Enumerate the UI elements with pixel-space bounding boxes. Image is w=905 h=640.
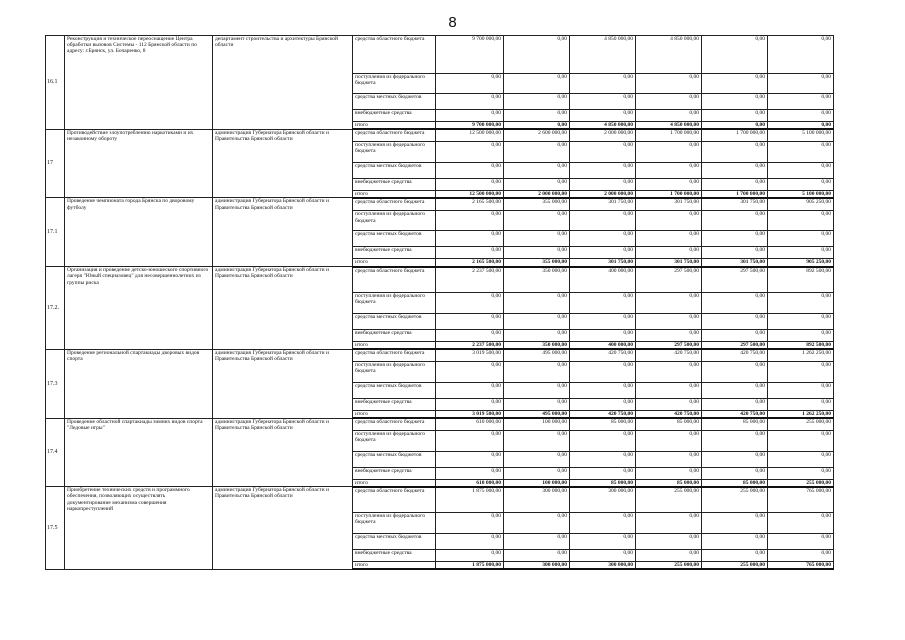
funding-source: внебюджетные средства bbox=[353, 110, 436, 122]
amount-cell: 0,00 bbox=[570, 141, 636, 162]
amount-cell: 355 000,00 bbox=[504, 259, 570, 267]
amount-cell: 610 000,00 bbox=[436, 418, 504, 430]
amount-cell: 0,00 bbox=[504, 398, 570, 410]
funding-source: поступления из федерального бюджета bbox=[353, 211, 436, 231]
amount-cell: 85 000,00 bbox=[702, 479, 768, 487]
amount-cell: 0,00 bbox=[436, 467, 504, 479]
amount-cell: 0,00 bbox=[636, 162, 702, 178]
amount-cell: 0,00 bbox=[702, 314, 768, 330]
amount-cell: 0,00 bbox=[436, 513, 504, 534]
amount-cell: 0,00 bbox=[768, 451, 834, 467]
amount-cell: 0,00 bbox=[504, 382, 570, 398]
amount-cell: 0,00 bbox=[636, 330, 702, 342]
amount-cell: 2 000 000,00 bbox=[504, 190, 570, 198]
amount-cell: 400 000,00 bbox=[570, 342, 636, 350]
funding-source: средства областного бюджета bbox=[353, 129, 436, 141]
amount-cell: 350 000,00 bbox=[504, 267, 570, 293]
amount-cell: 0,00 bbox=[436, 141, 504, 162]
amount-cell: 0,00 bbox=[702, 451, 768, 467]
amount-cell: 0,00 bbox=[504, 247, 570, 259]
measure-name: Противодействие злоупотреблению наркотиками и их незаконному обороту bbox=[65, 129, 213, 198]
amount-cell: 9 700 000,00 bbox=[436, 122, 504, 130]
amount-cell: 2 165 500,00 bbox=[436, 259, 504, 267]
amount-cell: 255 000,00 bbox=[702, 487, 768, 513]
amount-cell: 301 750,00 bbox=[636, 198, 702, 211]
amount-cell: 0,00 bbox=[636, 430, 702, 451]
amount-cell: 0,00 bbox=[504, 293, 570, 314]
amount-cell: 1 262 250,00 bbox=[768, 349, 834, 361]
measure-name: Проведение областной спартакиады зимних видов спорта "Ледовые игры" bbox=[65, 418, 213, 487]
amount-cell: 420 750,00 bbox=[702, 410, 768, 418]
amount-cell: 0,00 bbox=[768, 122, 834, 130]
amount-cell: 0,00 bbox=[504, 550, 570, 562]
amount-cell: 0,00 bbox=[768, 314, 834, 330]
funding-source: средства местных бюджетов bbox=[353, 382, 436, 398]
amount-cell: 0,00 bbox=[702, 467, 768, 479]
amount-cell: 0,00 bbox=[504, 178, 570, 190]
measure-name: Организация и проведение детско-юношеского спортивного лагеря "Юный спецназовец" для несовершеннолетних из группы риска bbox=[65, 267, 213, 350]
amount-cell: 0,00 bbox=[702, 141, 768, 162]
amount-cell: 495 000,00 bbox=[504, 349, 570, 361]
amount-cell: 0,00 bbox=[570, 534, 636, 550]
funding-source: средства местных бюджетов bbox=[353, 314, 436, 330]
amount-cell: 301 750,00 bbox=[702, 259, 768, 267]
section-number: 17.2. bbox=[46, 267, 65, 350]
amount-cell: 0,00 bbox=[702, 211, 768, 231]
amount-cell: 0,00 bbox=[636, 467, 702, 479]
amount-cell: 0,00 bbox=[570, 430, 636, 451]
amount-cell: 0,00 bbox=[768, 178, 834, 190]
amount-cell: 0,00 bbox=[436, 231, 504, 247]
amount-cell: 0,00 bbox=[768, 141, 834, 162]
amount-cell: 0,00 bbox=[702, 361, 768, 382]
table-row bbox=[46, 198, 834, 211]
amount-cell: 0,00 bbox=[636, 382, 702, 398]
amount-cell: 0,00 bbox=[570, 398, 636, 410]
funding-source: средства областного бюджета bbox=[353, 198, 436, 211]
amount-cell: 905 250,00 bbox=[768, 198, 834, 211]
table-row bbox=[46, 267, 834, 293]
funding-source: внебюджетные средства bbox=[353, 398, 436, 410]
amount-cell: 0,00 bbox=[570, 330, 636, 342]
responsible-executor: администрация Губернатора Брянской области и Правительства Брянской области bbox=[213, 418, 353, 487]
funding-source: поступления из федерального бюджета bbox=[353, 293, 436, 314]
page-number: 8 bbox=[448, 14, 457, 31]
funding-source: итого bbox=[353, 479, 436, 487]
amount-cell: 0,00 bbox=[702, 398, 768, 410]
section-number: 17.4 bbox=[46, 418, 65, 487]
amount-cell: 0,00 bbox=[768, 36, 834, 74]
amount-cell: 0,00 bbox=[702, 293, 768, 314]
amount-cell: 12 500 000,00 bbox=[436, 190, 504, 198]
amount-cell: 0,00 bbox=[504, 534, 570, 550]
amount-cell: 892 500,00 bbox=[768, 267, 834, 293]
amount-cell: 0,00 bbox=[768, 398, 834, 410]
budget-table bbox=[45, 35, 834, 570]
funding-source: средства местных бюджетов bbox=[353, 451, 436, 467]
amount-cell: 4 850 000,00 bbox=[570, 122, 636, 130]
amount-cell: 297 500,00 bbox=[636, 267, 702, 293]
amount-cell: 85 000,00 bbox=[570, 418, 636, 430]
amount-cell: 0,00 bbox=[504, 513, 570, 534]
amount-cell: 1 262 250,00 bbox=[768, 410, 834, 418]
amount-cell: 420 750,00 bbox=[636, 410, 702, 418]
funding-source: внебюджетные средства bbox=[353, 247, 436, 259]
amount-cell: 0,00 bbox=[504, 211, 570, 231]
amount-cell: 0,00 bbox=[436, 110, 504, 122]
amount-cell: 0,00 bbox=[768, 231, 834, 247]
amount-cell: 4 850 000,00 bbox=[636, 122, 702, 130]
funding-source: итого bbox=[353, 190, 436, 198]
amount-cell: 0,00 bbox=[570, 74, 636, 94]
amount-cell: 255 000,00 bbox=[636, 487, 702, 513]
amount-cell: 0,00 bbox=[504, 231, 570, 247]
amount-cell: 0,00 bbox=[768, 211, 834, 231]
amount-cell: 0,00 bbox=[570, 94, 636, 110]
amount-cell: 301 750,00 bbox=[570, 259, 636, 267]
amount-cell: 0,00 bbox=[636, 293, 702, 314]
amount-cell: 1 700 000,00 bbox=[702, 190, 768, 198]
measure-name: Проведение региональной спартакиады дворовых видов спорта bbox=[65, 349, 213, 418]
amount-cell: 1 875 000,00 bbox=[436, 562, 504, 570]
table-row bbox=[46, 418, 834, 430]
amount-cell: 0,00 bbox=[768, 162, 834, 178]
amount-cell: 0,00 bbox=[570, 361, 636, 382]
amount-cell: 297 500,00 bbox=[702, 267, 768, 293]
amount-cell: 0,00 bbox=[570, 211, 636, 231]
amount-cell: 0,00 bbox=[570, 162, 636, 178]
amount-cell: 1 700 000,00 bbox=[702, 129, 768, 141]
amount-cell: 0,00 bbox=[702, 382, 768, 398]
amount-cell: 350 000,00 bbox=[504, 342, 570, 350]
amount-cell: 905 250,00 bbox=[768, 259, 834, 267]
measure-name: Реконструкция и техническое переоснащение Центра обработки вызовов Системы - 112 Брянской области по адресу: г.Брянск, ул. Бочаренко, 8 bbox=[65, 36, 213, 130]
amount-cell: 0,00 bbox=[768, 293, 834, 314]
amount-cell: 255 000,00 bbox=[768, 418, 834, 430]
amount-cell: 1 700 000,00 bbox=[636, 190, 702, 198]
amount-cell: 0,00 bbox=[636, 211, 702, 231]
amount-cell: 5 100 000,00 bbox=[768, 190, 834, 198]
responsible-executor: администрация Губернатора Брянской области и Правительства Брянской области bbox=[213, 267, 353, 350]
amount-cell: 0,00 bbox=[436, 247, 504, 259]
amount-cell: 0,00 bbox=[768, 94, 834, 110]
section-number: 16.1 bbox=[46, 36, 65, 130]
funding-source: средства местных бюджетов bbox=[353, 162, 436, 178]
measure-name: Проведение чемпионата города Брянска по дворовому футболу bbox=[65, 198, 213, 267]
amount-cell: 297 500,00 bbox=[702, 342, 768, 350]
table-row bbox=[46, 129, 834, 141]
amount-cell: 0,00 bbox=[504, 330, 570, 342]
section-number: 17.3 bbox=[46, 349, 65, 418]
funding-source: итого bbox=[353, 342, 436, 350]
amount-cell: 0,00 bbox=[436, 293, 504, 314]
amount-cell: 0,00 bbox=[636, 451, 702, 467]
amount-cell: 85 000,00 bbox=[636, 418, 702, 430]
amount-cell: 297 500,00 bbox=[636, 342, 702, 350]
amount-cell: 0,00 bbox=[768, 247, 834, 259]
amount-cell: 4 850 000,00 bbox=[636, 36, 702, 74]
funding-source: внебюджетные средства bbox=[353, 550, 436, 562]
measure-name: Приобретение технических средств и программного обеспечения, позволяющих осуществлять документирование механизма совершения наркопреступлений bbox=[65, 487, 213, 570]
amount-cell: 0,00 bbox=[702, 330, 768, 342]
amount-cell: 420 750,00 bbox=[570, 410, 636, 418]
amount-cell: 300 000,00 bbox=[570, 562, 636, 570]
amount-cell: 0,00 bbox=[702, 110, 768, 122]
amount-cell: 5 100 000,00 bbox=[768, 129, 834, 141]
amount-cell: 301 750,00 bbox=[570, 198, 636, 211]
amount-cell: 610 000,00 bbox=[436, 479, 504, 487]
amount-cell: 300 000,00 bbox=[504, 487, 570, 513]
responsible-executor: администрация Губернатора Брянской области и Правительства Брянской области bbox=[213, 349, 353, 418]
amount-cell: 9 700 000,00 bbox=[436, 36, 504, 74]
funding-source: средства местных бюджетов bbox=[353, 231, 436, 247]
funding-source: поступления из федерального бюджета bbox=[353, 141, 436, 162]
amount-cell: 0,00 bbox=[636, 513, 702, 534]
amount-cell: 400 000,00 bbox=[570, 267, 636, 293]
responsible-executor: департамент строительства и архитектуры Брянской области bbox=[213, 36, 353, 130]
funding-source: внебюджетные средства bbox=[353, 330, 436, 342]
amount-cell: 0,00 bbox=[504, 110, 570, 122]
amount-cell: 0,00 bbox=[768, 513, 834, 534]
funding-source: средства областного бюджета bbox=[353, 267, 436, 293]
amount-cell: 255 000,00 bbox=[636, 562, 702, 570]
amount-cell: 0,00 bbox=[702, 74, 768, 94]
amount-cell: 2 600 000,00 bbox=[504, 129, 570, 141]
amount-cell: 85 000,00 bbox=[702, 418, 768, 430]
amount-cell: 0,00 bbox=[768, 74, 834, 94]
amount-cell: 0,00 bbox=[702, 178, 768, 190]
table-row bbox=[46, 487, 834, 513]
amount-cell: 0,00 bbox=[702, 430, 768, 451]
amount-cell: 0,00 bbox=[636, 534, 702, 550]
funding-source: итого bbox=[353, 410, 436, 418]
amount-cell: 765 000,00 bbox=[768, 562, 834, 570]
funding-source: поступления из федерального бюджета bbox=[353, 361, 436, 382]
amount-cell: 0,00 bbox=[436, 398, 504, 410]
responsible-executor: администрация Губернатора Брянской области и Правительства Брянской области bbox=[213, 129, 353, 198]
amount-cell: 0,00 bbox=[636, 94, 702, 110]
funding-source: внебюджетные средства bbox=[353, 178, 436, 190]
amount-cell: 0,00 bbox=[504, 94, 570, 110]
amount-cell: 0,00 bbox=[436, 550, 504, 562]
amount-cell: 0,00 bbox=[636, 141, 702, 162]
responsible-executor: администрация Губернатора Брянской области и Правительства Брянской области bbox=[213, 487, 353, 570]
amount-cell: 85 000,00 bbox=[570, 479, 636, 487]
amount-cell: 0,00 bbox=[768, 330, 834, 342]
amount-cell: 301 750,00 bbox=[702, 198, 768, 211]
amount-cell: 2 237 500,00 bbox=[436, 267, 504, 293]
amount-cell: 420 750,00 bbox=[636, 349, 702, 361]
funding-source: средства местных бюджетов bbox=[353, 534, 436, 550]
amount-cell: 0,00 bbox=[570, 467, 636, 479]
amount-cell: 0,00 bbox=[702, 94, 768, 110]
funding-source: средства областного бюджета bbox=[353, 418, 436, 430]
funding-source: средства областного бюджета bbox=[353, 487, 436, 513]
amount-cell: 0,00 bbox=[436, 451, 504, 467]
funding-source: итого bbox=[353, 562, 436, 570]
amount-cell: 0,00 bbox=[436, 314, 504, 330]
amount-cell: 255 000,00 bbox=[702, 562, 768, 570]
amount-cell: 0,00 bbox=[702, 231, 768, 247]
amount-cell: 0,00 bbox=[436, 430, 504, 451]
amount-cell: 0,00 bbox=[636, 398, 702, 410]
amount-cell: 0,00 bbox=[570, 231, 636, 247]
amount-cell: 0,00 bbox=[636, 74, 702, 94]
responsible-executor: администрация Губернатора Брянской области и Правительства Брянской области bbox=[213, 198, 353, 267]
amount-cell: 3 019 500,00 bbox=[436, 349, 504, 361]
section-number: 17 bbox=[46, 129, 65, 198]
amount-cell: 0,00 bbox=[436, 211, 504, 231]
table-row bbox=[46, 349, 834, 361]
funding-source: поступления из федерального бюджета bbox=[353, 74, 436, 94]
amount-cell: 0,00 bbox=[702, 36, 768, 74]
amount-cell: 0,00 bbox=[702, 513, 768, 534]
amount-cell: 0,00 bbox=[436, 94, 504, 110]
amount-cell: 0,00 bbox=[636, 550, 702, 562]
amount-cell: 85 000,00 bbox=[636, 479, 702, 487]
amount-cell: 0,00 bbox=[768, 110, 834, 122]
amount-cell: 0,00 bbox=[504, 467, 570, 479]
amount-cell: 12 500 000,00 bbox=[436, 129, 504, 141]
amount-cell: 0,00 bbox=[436, 178, 504, 190]
amount-cell: 2 165 500,00 bbox=[436, 198, 504, 211]
amount-cell: 0,00 bbox=[768, 467, 834, 479]
amount-cell: 0,00 bbox=[570, 451, 636, 467]
amount-cell: 0,00 bbox=[702, 122, 768, 130]
amount-cell: 0,00 bbox=[570, 247, 636, 259]
amount-cell: 0,00 bbox=[636, 314, 702, 330]
amount-cell: 0,00 bbox=[504, 361, 570, 382]
amount-cell: 0,00 bbox=[436, 382, 504, 398]
amount-cell: 300 000,00 bbox=[504, 562, 570, 570]
amount-cell: 0,00 bbox=[570, 178, 636, 190]
amount-cell: 2 000 000,00 bbox=[570, 129, 636, 141]
amount-cell: 3 019 500,00 bbox=[436, 410, 504, 418]
amount-cell: 0,00 bbox=[504, 314, 570, 330]
amount-cell: 0,00 bbox=[702, 162, 768, 178]
table-row bbox=[46, 36, 834, 74]
funding-source: итого bbox=[353, 259, 436, 267]
amount-cell: 0,00 bbox=[636, 247, 702, 259]
amount-cell: 0,00 bbox=[636, 361, 702, 382]
amount-cell: 0,00 bbox=[504, 162, 570, 178]
amount-cell: 0,00 bbox=[570, 513, 636, 534]
amount-cell: 0,00 bbox=[702, 247, 768, 259]
amount-cell: 420 750,00 bbox=[570, 349, 636, 361]
amount-cell: 0,00 bbox=[702, 550, 768, 562]
amount-cell: 1 700 000,00 bbox=[636, 129, 702, 141]
amount-cell: 4 850 000,00 bbox=[570, 36, 636, 74]
amount-cell: 0,00 bbox=[768, 430, 834, 451]
amount-cell: 892 500,00 bbox=[768, 342, 834, 350]
amount-cell: 2 000 000,00 bbox=[570, 190, 636, 198]
amount-cell: 0,00 bbox=[636, 231, 702, 247]
amount-cell: 0,00 bbox=[504, 451, 570, 467]
amount-cell: 0,00 bbox=[570, 293, 636, 314]
amount-cell: 495 000,00 bbox=[504, 410, 570, 418]
amount-cell: 0,00 bbox=[504, 74, 570, 94]
amount-cell: 0,00 bbox=[436, 534, 504, 550]
amount-cell: 0,00 bbox=[436, 162, 504, 178]
section-number: 17.5 bbox=[46, 487, 65, 570]
funding-source: средства областного бюджета bbox=[353, 349, 436, 361]
funding-source: итого bbox=[353, 122, 436, 130]
amount-cell: 0,00 bbox=[768, 550, 834, 562]
amount-cell: 0,00 bbox=[768, 382, 834, 398]
amount-cell: 0,00 bbox=[436, 330, 504, 342]
funding-source: внебюджетные средства bbox=[353, 467, 436, 479]
funding-source: поступления из федерального бюджета bbox=[353, 430, 436, 451]
funding-source: средства областного бюджета bbox=[353, 36, 436, 74]
funding-source: поступления из федерального бюджета bbox=[353, 513, 436, 534]
amount-cell: 300 000,00 bbox=[570, 487, 636, 513]
amount-cell: 0,00 bbox=[504, 430, 570, 451]
amount-cell: 255 000,00 bbox=[768, 479, 834, 487]
amount-cell: 0,00 bbox=[702, 534, 768, 550]
amount-cell: 0,00 bbox=[768, 361, 834, 382]
amount-cell: 0,00 bbox=[570, 314, 636, 330]
amount-cell: 1 875 000,00 bbox=[436, 487, 504, 513]
amount-cell: 301 750,00 bbox=[636, 259, 702, 267]
funding-source: средства местных бюджетов bbox=[353, 94, 436, 110]
amount-cell: 0,00 bbox=[504, 36, 570, 74]
amount-cell: 2 237 500,00 bbox=[436, 342, 504, 350]
amount-cell: 0,00 bbox=[436, 361, 504, 382]
amount-cell: 0,00 bbox=[636, 110, 702, 122]
amount-cell: 0,00 bbox=[636, 178, 702, 190]
amount-cell: 0,00 bbox=[570, 110, 636, 122]
amount-cell: 0,00 bbox=[504, 141, 570, 162]
amount-cell: 0,00 bbox=[504, 122, 570, 130]
amount-cell: 0,00 bbox=[570, 550, 636, 562]
amount-cell: 765 000,00 bbox=[768, 487, 834, 513]
amount-cell: 100 000,00 bbox=[504, 479, 570, 487]
amount-cell: 0,00 bbox=[570, 382, 636, 398]
amount-cell: 100 000,00 bbox=[504, 418, 570, 430]
amount-cell: 0,00 bbox=[436, 74, 504, 94]
section-number: 17.1 bbox=[46, 198, 65, 267]
amount-cell: 420 750,00 bbox=[702, 349, 768, 361]
amount-cell: 355 000,00 bbox=[504, 198, 570, 211]
amount-cell: 0,00 bbox=[768, 534, 834, 550]
